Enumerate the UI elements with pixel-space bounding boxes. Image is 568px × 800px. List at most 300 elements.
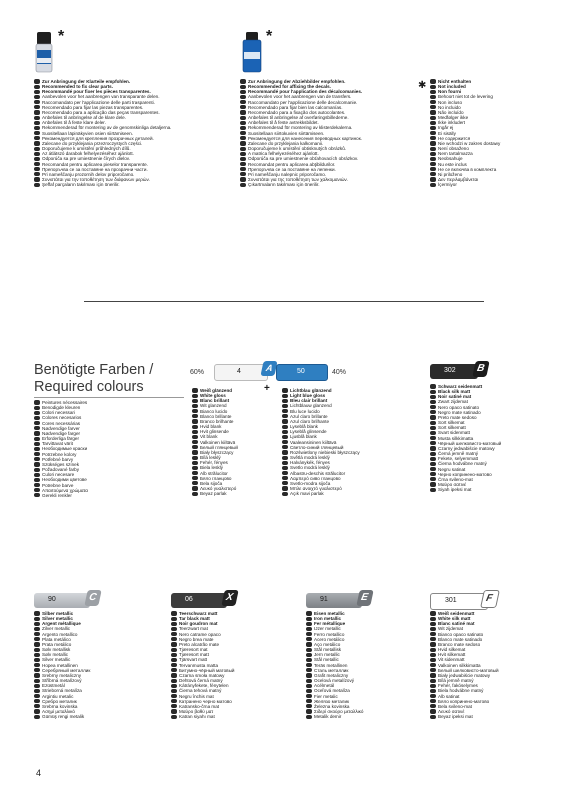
line-text: Sort silkemat: [438, 420, 465, 426]
language-flag-icon: [34, 426, 40, 430]
language-flag-icon: [430, 136, 436, 140]
language-flag-icon: [430, 400, 436, 404]
line-text: Сребро металик: [42, 698, 77, 704]
language-flag-icon: [171, 673, 177, 677]
colour-badge-302: [430, 364, 488, 379]
line-text: Raccomandato per l'applicazione delle parti trasparenti.: [42, 99, 155, 105]
colour-number: 301: [445, 597, 457, 604]
line-text: Λευκό σατινέ: [438, 708, 465, 714]
line-text: Pri nameščanju nalepnic priporočamo.: [248, 171, 327, 177]
line-text: Katransko-črna mat: [179, 703, 220, 709]
line-text: Anbefales til å feste avtrekksbildet.: [248, 120, 319, 126]
line-text: No incluido: [438, 104, 461, 110]
language-flag-icon: [34, 663, 40, 667]
line-text: Erforderliga färger: [42, 436, 80, 442]
line-text: Iron metallic: [314, 616, 342, 622]
line-text: Jern metallic: [314, 652, 340, 658]
line-text: Odporúča sa pre umiestnenie čírych dielov.: [42, 156, 131, 162]
language-flag-icon: [34, 431, 40, 435]
line-text: Não incluído: [438, 109, 464, 115]
line-text: Λαμπερό сиво гланцово: [290, 475, 341, 481]
mix-letter: A: [265, 363, 274, 373]
line-text: Az átlátszó darabok felhelyezéséhez ajánlott.: [42, 151, 134, 157]
line-text: Hvid blank: [200, 424, 222, 430]
line-text: Ingår ej: [438, 125, 454, 131]
language-flag-icon: [282, 466, 288, 470]
language-flag-icon: [240, 90, 246, 94]
language-flag-icon: [430, 162, 436, 166]
language-flag-icon: [430, 90, 436, 94]
language-flag-icon: [282, 486, 288, 490]
line-text: Svetlo-modra sijoča: [290, 480, 331, 486]
line-text: Çıkartmaların takılması için önerilir.: [248, 182, 320, 188]
line-text: Černá jemně matný: [438, 451, 479, 457]
line-text: Nem tartalmazza: [438, 151, 473, 157]
line-text: Sølv metallic: [42, 652, 69, 658]
language-flag-icon: [171, 653, 177, 657]
language-flag-icon: [192, 414, 198, 418]
line-text: Gerekli renkler: [42, 492, 72, 498]
line-text: Acero metálico: [314, 636, 345, 642]
language-flag-icon: [34, 653, 40, 657]
language-flag-icon: [430, 488, 436, 492]
mix-colour-number-right: 50: [297, 368, 305, 375]
line-text: Anbefales til å feste klare deler.: [42, 120, 106, 126]
line-text: Черно копринено-матово: [438, 471, 492, 477]
language-flag-icon: [192, 456, 198, 460]
mix-swatch-blue: [276, 364, 328, 381]
language-flag-icon: [240, 141, 246, 145]
line-text: Fekete, selyemmatt: [438, 456, 479, 462]
language-flag-icon: [282, 404, 288, 408]
decal-instructions: [240, 79, 362, 187]
colour-swatch: [430, 593, 488, 610]
line-text: Valkoinen silkkimatta: [438, 662, 481, 668]
language-flag-icon: [306, 627, 312, 631]
line-text: Nie wchodzi w zakres dostawy: [438, 140, 501, 146]
language-flag-icon: [34, 622, 40, 626]
language-flag-icon: [240, 121, 246, 125]
language-flag-icon: [34, 437, 40, 441]
language-flag-icon: [34, 131, 40, 135]
language-flag-icon: [171, 715, 177, 719]
line-text: Schwarz seidenmatt: [438, 384, 483, 389]
line-text: Zalecane do przyklejania kalkomanii.: [248, 140, 324, 146]
language-flag-icon: [306, 642, 312, 646]
line-text: Рекомендуется для нанесения переводных картинок.: [248, 135, 363, 141]
language-flag-icon: [34, 488, 40, 492]
line-text: Recommandé pour l'application des décalcomanies.: [248, 89, 363, 95]
text-line: [34, 182, 171, 187]
language-flag-icon: [192, 425, 198, 429]
line-text: Preto alcatrão mate: [179, 641, 220, 647]
language-flag-icon: [34, 167, 40, 171]
line-text: Nu este inclus: [438, 161, 467, 167]
language-flag-icon: [306, 658, 312, 662]
line-text: Zwart zijdemat: [438, 399, 468, 405]
language-flag-icon: [34, 95, 40, 99]
language-flag-icon: [240, 116, 246, 120]
language-flag-icon: [430, 673, 436, 677]
line-text: Желязо металик: [314, 698, 350, 704]
line-text: Μαύρο βαθύ ματ: [179, 708, 214, 714]
language-flag-icon: [430, 167, 436, 171]
language-flag-icon: [430, 436, 436, 440]
language-flag-icon: [34, 493, 40, 497]
line-text: Ljusblå blank: [290, 434, 317, 440]
section-divider: [84, 301, 484, 302]
line-text: Катранено черно матово: [179, 698, 232, 704]
language-flag-icon: [430, 85, 436, 89]
line-text: Битумно-чёрный матовый: [179, 667, 235, 673]
page-number: 4: [36, 768, 42, 778]
language-flag-icon: [34, 152, 40, 156]
text-line: [430, 714, 499, 719]
line-text: Aanbevolen voor het aanbrengen van de transfers.: [248, 94, 352, 100]
required-colours-translations: [34, 400, 88, 498]
line-text: Bianco lucido: [200, 408, 228, 414]
line-text: Rozświetlony niebieski błyszczący: [290, 449, 360, 455]
language-flag-icon: [34, 699, 40, 703]
line-text: Ασημί μεταλλικό: [42, 708, 75, 714]
language-flag-icon: [34, 447, 40, 451]
line-text: Tarvittavat värit: [42, 441, 73, 447]
line-text: Teerzwart mat: [179, 626, 208, 632]
colour-letter-badge: [84, 590, 101, 606]
colour-letter: B: [475, 363, 486, 374]
colour-badge-301: [430, 593, 498, 608]
line-text: Ni priloženo: [438, 171, 463, 177]
colour-number: 302: [444, 367, 456, 374]
language-flag-icon: [430, 79, 436, 83]
line-text: Wit glanzend: [200, 403, 227, 409]
line-text: Vit blank: [200, 434, 218, 440]
language-flag-icon: [306, 653, 312, 657]
line-text: Ezüstmetál: [42, 683, 65, 689]
line-text: Musta silkkimatta: [438, 435, 474, 441]
text-line: [171, 714, 234, 719]
line-text: Σιδερί σκούρο μεταλλικό: [314, 708, 364, 714]
language-flag-icon: [34, 468, 40, 472]
line-text: Potrzebne kolory: [42, 451, 77, 457]
language-flag-icon: [171, 627, 177, 631]
glue-instructions: [34, 79, 171, 187]
line-text: Fehér, fakóselymes: [438, 683, 478, 689]
language-flag-icon: [240, 177, 246, 181]
line-text: Doporučujeme k umístění obtisknutých obrázků.: [248, 146, 347, 152]
language-flag-icon: [430, 472, 436, 476]
colour-301-names: [430, 611, 499, 719]
language-flag-icon: [430, 100, 436, 104]
line-text: İçermiyor: [438, 182, 457, 188]
language-flag-icon: [171, 668, 177, 672]
line-text: Argent métallique: [42, 621, 81, 627]
language-flag-icon: [430, 431, 436, 435]
language-flag-icon: [282, 471, 288, 475]
language-flag-icon: [192, 461, 198, 465]
language-flag-icon: [306, 617, 312, 621]
line-text: Μαύρο σατινέ: [438, 481, 467, 487]
line-text: Argento metallico: [42, 631, 78, 637]
language-flag-icon: [171, 632, 177, 636]
language-flag-icon: [430, 405, 436, 409]
language-flag-icon: [430, 183, 436, 187]
line-text: Strieborná metalíza: [42, 688, 82, 694]
line-text: Svart sidenmatt: [438, 430, 470, 436]
language-flag-icon: [430, 709, 436, 713]
language-flag-icon: [430, 446, 436, 450]
language-flag-icon: [34, 141, 40, 145]
line-text: Açık mavi parlak: [290, 491, 324, 497]
text-line: [34, 714, 90, 719]
line-text: Eisen metallic: [314, 611, 345, 616]
line-text: Noir goudron mat: [179, 621, 218, 627]
line-text: Hvid silkemat: [438, 647, 466, 653]
language-flag-icon: [34, 79, 40, 83]
language-flag-icon: [34, 679, 40, 683]
line-text: Teerschwarz matt: [179, 611, 218, 616]
language-flag-icon: [430, 410, 436, 414]
colour-letter-badge: [356, 590, 373, 606]
language-flag-icon: [34, 162, 40, 166]
language-flag-icon: [430, 658, 436, 662]
line-text: Чёрный шелковисто-матовый: [438, 440, 502, 446]
language-flag-icon: [34, 411, 40, 415]
line-text: Бяло гланцово: [200, 475, 232, 481]
language-flag-icon: [430, 611, 436, 615]
line-text: Svetlo modrá lesklý: [290, 465, 330, 471]
line-text: Biela lesklý: [200, 465, 223, 471]
colour-number: 91: [320, 596, 328, 603]
colour-letter: C: [87, 592, 98, 603]
language-flag-icon: [430, 648, 436, 652]
line-text: Weiß seidenmatt: [438, 611, 475, 616]
line-text: Siyah ipeksi mat: [438, 487, 472, 493]
line-text: Не содержится: [438, 135, 471, 141]
language-flag-icon: [430, 390, 436, 394]
line-text: Ocelová metalízový: [314, 678, 355, 684]
line-text: Wit zijdemat: [438, 626, 464, 632]
language-flag-icon: [34, 147, 40, 151]
language-flag-icon: [430, 116, 436, 120]
language-flag-icon: [306, 694, 312, 698]
language-flag-icon: [192, 404, 198, 408]
language-flag-icon: [430, 663, 436, 667]
language-flag-icon: [34, 183, 40, 187]
language-flag-icon: [430, 441, 436, 445]
language-flag-icon: [192, 471, 198, 475]
language-flag-icon: [171, 622, 177, 626]
language-flag-icon: [306, 663, 312, 667]
line-text: Hvit silkematt: [438, 652, 466, 658]
language-flag-icon: [430, 147, 436, 151]
line-text: Oceľová metalíza: [314, 688, 350, 694]
language-flag-icon: [430, 715, 436, 719]
language-flag-icon: [34, 126, 40, 130]
language-flag-icon: [282, 481, 288, 485]
colour-badge-90: [34, 593, 102, 608]
colour-letter: E: [359, 592, 369, 603]
line-text: Sølv metallisk: [42, 647, 71, 653]
line-text: Weiß glänzend: [200, 388, 233, 393]
line-text: Nødvendige farver: [42, 425, 80, 431]
line-text: Alb strălucitor: [200, 470, 228, 476]
language-flag-icon: [430, 452, 436, 456]
language-flag-icon: [282, 476, 288, 480]
line-text: Negro brea mate: [179, 636, 214, 642]
language-flag-icon: [430, 95, 436, 99]
language-flag-icon: [430, 172, 436, 176]
language-flag-icon: [192, 399, 198, 403]
language-flag-icon: [34, 416, 40, 420]
line-text: Doporučujeme k umístění průhledných dílů.: [42, 146, 131, 152]
line-text: Dehtová černá matný: [179, 678, 223, 684]
mix-percent-right: 40%: [332, 369, 347, 376]
line-text: Rekommenderad för montering av de genomskinliga detaljerna.: [42, 125, 172, 131]
colour-number: 06: [185, 596, 193, 603]
line-text: Azul claro brillante: [290, 413, 328, 419]
language-flag-icon: [306, 668, 312, 672]
language-flag-icon: [34, 637, 40, 641]
line-text: Pri nameščanju prozornih delov priporočamo.: [42, 171, 135, 177]
colour-letter: X: [224, 592, 234, 603]
mix-swatch-white: [214, 364, 268, 381]
language-flag-icon: [34, 85, 40, 89]
line-text: Nødvendige farger: [42, 430, 81, 436]
line-text: Бяло копринено-матово: [438, 698, 490, 704]
line-text: Colori necessari: [42, 410, 75, 416]
language-flag-icon: [430, 689, 436, 693]
line-text: Beyaz parlak: [200, 491, 227, 497]
line-text: Lichtblauw glanzend: [290, 403, 332, 409]
colour-4-names: [192, 388, 238, 496]
colour-badge-91: [306, 593, 374, 608]
language-flag-icon: [430, 699, 436, 703]
line-text: Recomendado para a aplicação das peças transparentes.: [42, 109, 160, 115]
language-flag-icon: [192, 445, 198, 449]
line-text: Vaaleansininen kiiltävä: [290, 439, 337, 445]
text-line: [240, 182, 362, 187]
title-underline: [34, 397, 184, 398]
language-flag-icon: [34, 642, 40, 646]
line-text: Stål metallic: [314, 657, 339, 663]
colour-06-names: [171, 611, 234, 719]
language-flag-icon: [34, 400, 40, 404]
line-text: Colores necesarios: [42, 415, 82, 421]
language-flag-icon: [34, 157, 40, 161]
line-text: Zalecane do przyklejania przezroczystych części.: [42, 140, 143, 146]
language-flag-icon: [192, 492, 198, 496]
line-text: Negru închis mat: [179, 693, 214, 699]
line-text: Anbefales til anbringelse af de klare dele.: [42, 115, 127, 121]
colour-letter-badge: [480, 590, 500, 608]
line-text: Blanc satiné mat: [438, 621, 475, 627]
line-text: Blanc brillant: [200, 398, 230, 404]
language-flag-icon: [192, 450, 198, 454]
language-flag-icon: [430, 384, 436, 388]
line-text: Silber metallic: [42, 611, 74, 616]
line-text: Odporúča sa pre umiestnenie obťahovacích obrázkov.: [248, 156, 359, 162]
line-text: Tar black matt: [179, 616, 210, 622]
language-flag-icon: [430, 694, 436, 698]
line-text: Şeffaf parçaların takılması için önerilir.: [42, 182, 120, 188]
language-flag-icon: [282, 399, 288, 403]
line-text: Lyseblå glinsende: [290, 429, 327, 435]
language-flag-icon: [240, 126, 246, 130]
line-text: Czarna smoła matowy: [179, 672, 225, 678]
language-flag-icon: [240, 183, 246, 187]
language-flag-icon: [282, 419, 288, 423]
line-text: Απαιτούμενα χρώματα: [42, 487, 88, 493]
colour-swatch: [171, 593, 227, 608]
line-text: Hvit glinsende: [200, 429, 229, 435]
language-flag-icon: [306, 709, 312, 713]
language-flag-icon: [34, 632, 40, 636]
language-flag-icon: [430, 467, 436, 471]
language-flag-icon: [34, 684, 40, 688]
line-text: Srebrna kovinska: [42, 703, 78, 709]
line-text: Fier metalic: [314, 693, 338, 699]
line-text: Recomendado para fijar bien las calcomanías.: [248, 104, 343, 110]
line-text: Nero opaco satinato: [438, 404, 480, 410]
language-flag-icon: [430, 642, 436, 646]
line-text: Branco mate sedoso: [438, 641, 481, 647]
language-flag-icon: [34, 694, 40, 698]
language-flag-icon: [171, 617, 177, 621]
line-text: IJzer metallic: [314, 626, 341, 632]
line-text: Stål metallisk: [314, 647, 342, 653]
language-flag-icon: [430, 477, 436, 481]
line-text: Gümüş rengi metalik: [42, 714, 85, 720]
line-text: Negro mate satinado: [438, 409, 481, 415]
language-flag-icon: [192, 486, 198, 490]
line-text: Zur Anbringung der Abziehbilder empfohlen.: [248, 79, 346, 84]
language-flag-icon: [34, 177, 40, 181]
colour-swatch: [306, 593, 362, 608]
line-text: Čierna tehová matný: [179, 688, 222, 694]
language-flag-icon: [282, 440, 288, 444]
line-text: Aço metálico: [314, 641, 341, 647]
language-flag-icon: [171, 642, 177, 646]
language-flag-icon: [34, 658, 40, 662]
language-flag-icon: [282, 394, 288, 398]
language-flag-icon: [192, 388, 198, 392]
language-flag-icon: [282, 445, 288, 449]
colour-swatch: [430, 364, 478, 379]
line-text: Ikke inkludert: [438, 120, 466, 126]
language-flag-icon: [430, 105, 436, 109]
line-text: Czarny jedwabiście matowy: [438, 445, 495, 451]
language-flag-icon: [306, 632, 312, 636]
line-text: Не се включва в комплекта: [438, 166, 497, 172]
language-flag-icon: [240, 152, 246, 156]
text-line: [430, 487, 501, 492]
language-flag-icon: [34, 110, 40, 114]
colour-number: 90: [48, 596, 56, 603]
line-text: Teräs metallinen: [314, 662, 348, 668]
language-flag-icon: [240, 95, 246, 99]
language-flag-icon: [306, 622, 312, 626]
colours-title: [34, 362, 153, 396]
line-text: Noir satiné mat: [438, 394, 472, 400]
language-flag-icon: [240, 136, 246, 140]
language-flag-icon: [192, 481, 198, 485]
line-text: Grafit metaliczny: [314, 672, 349, 678]
language-flag-icon: [282, 450, 288, 454]
line-text: Srebrny metaliczny: [42, 672, 82, 678]
language-flag-icon: [240, 85, 246, 89]
line-text: Non incluso: [438, 99, 463, 105]
